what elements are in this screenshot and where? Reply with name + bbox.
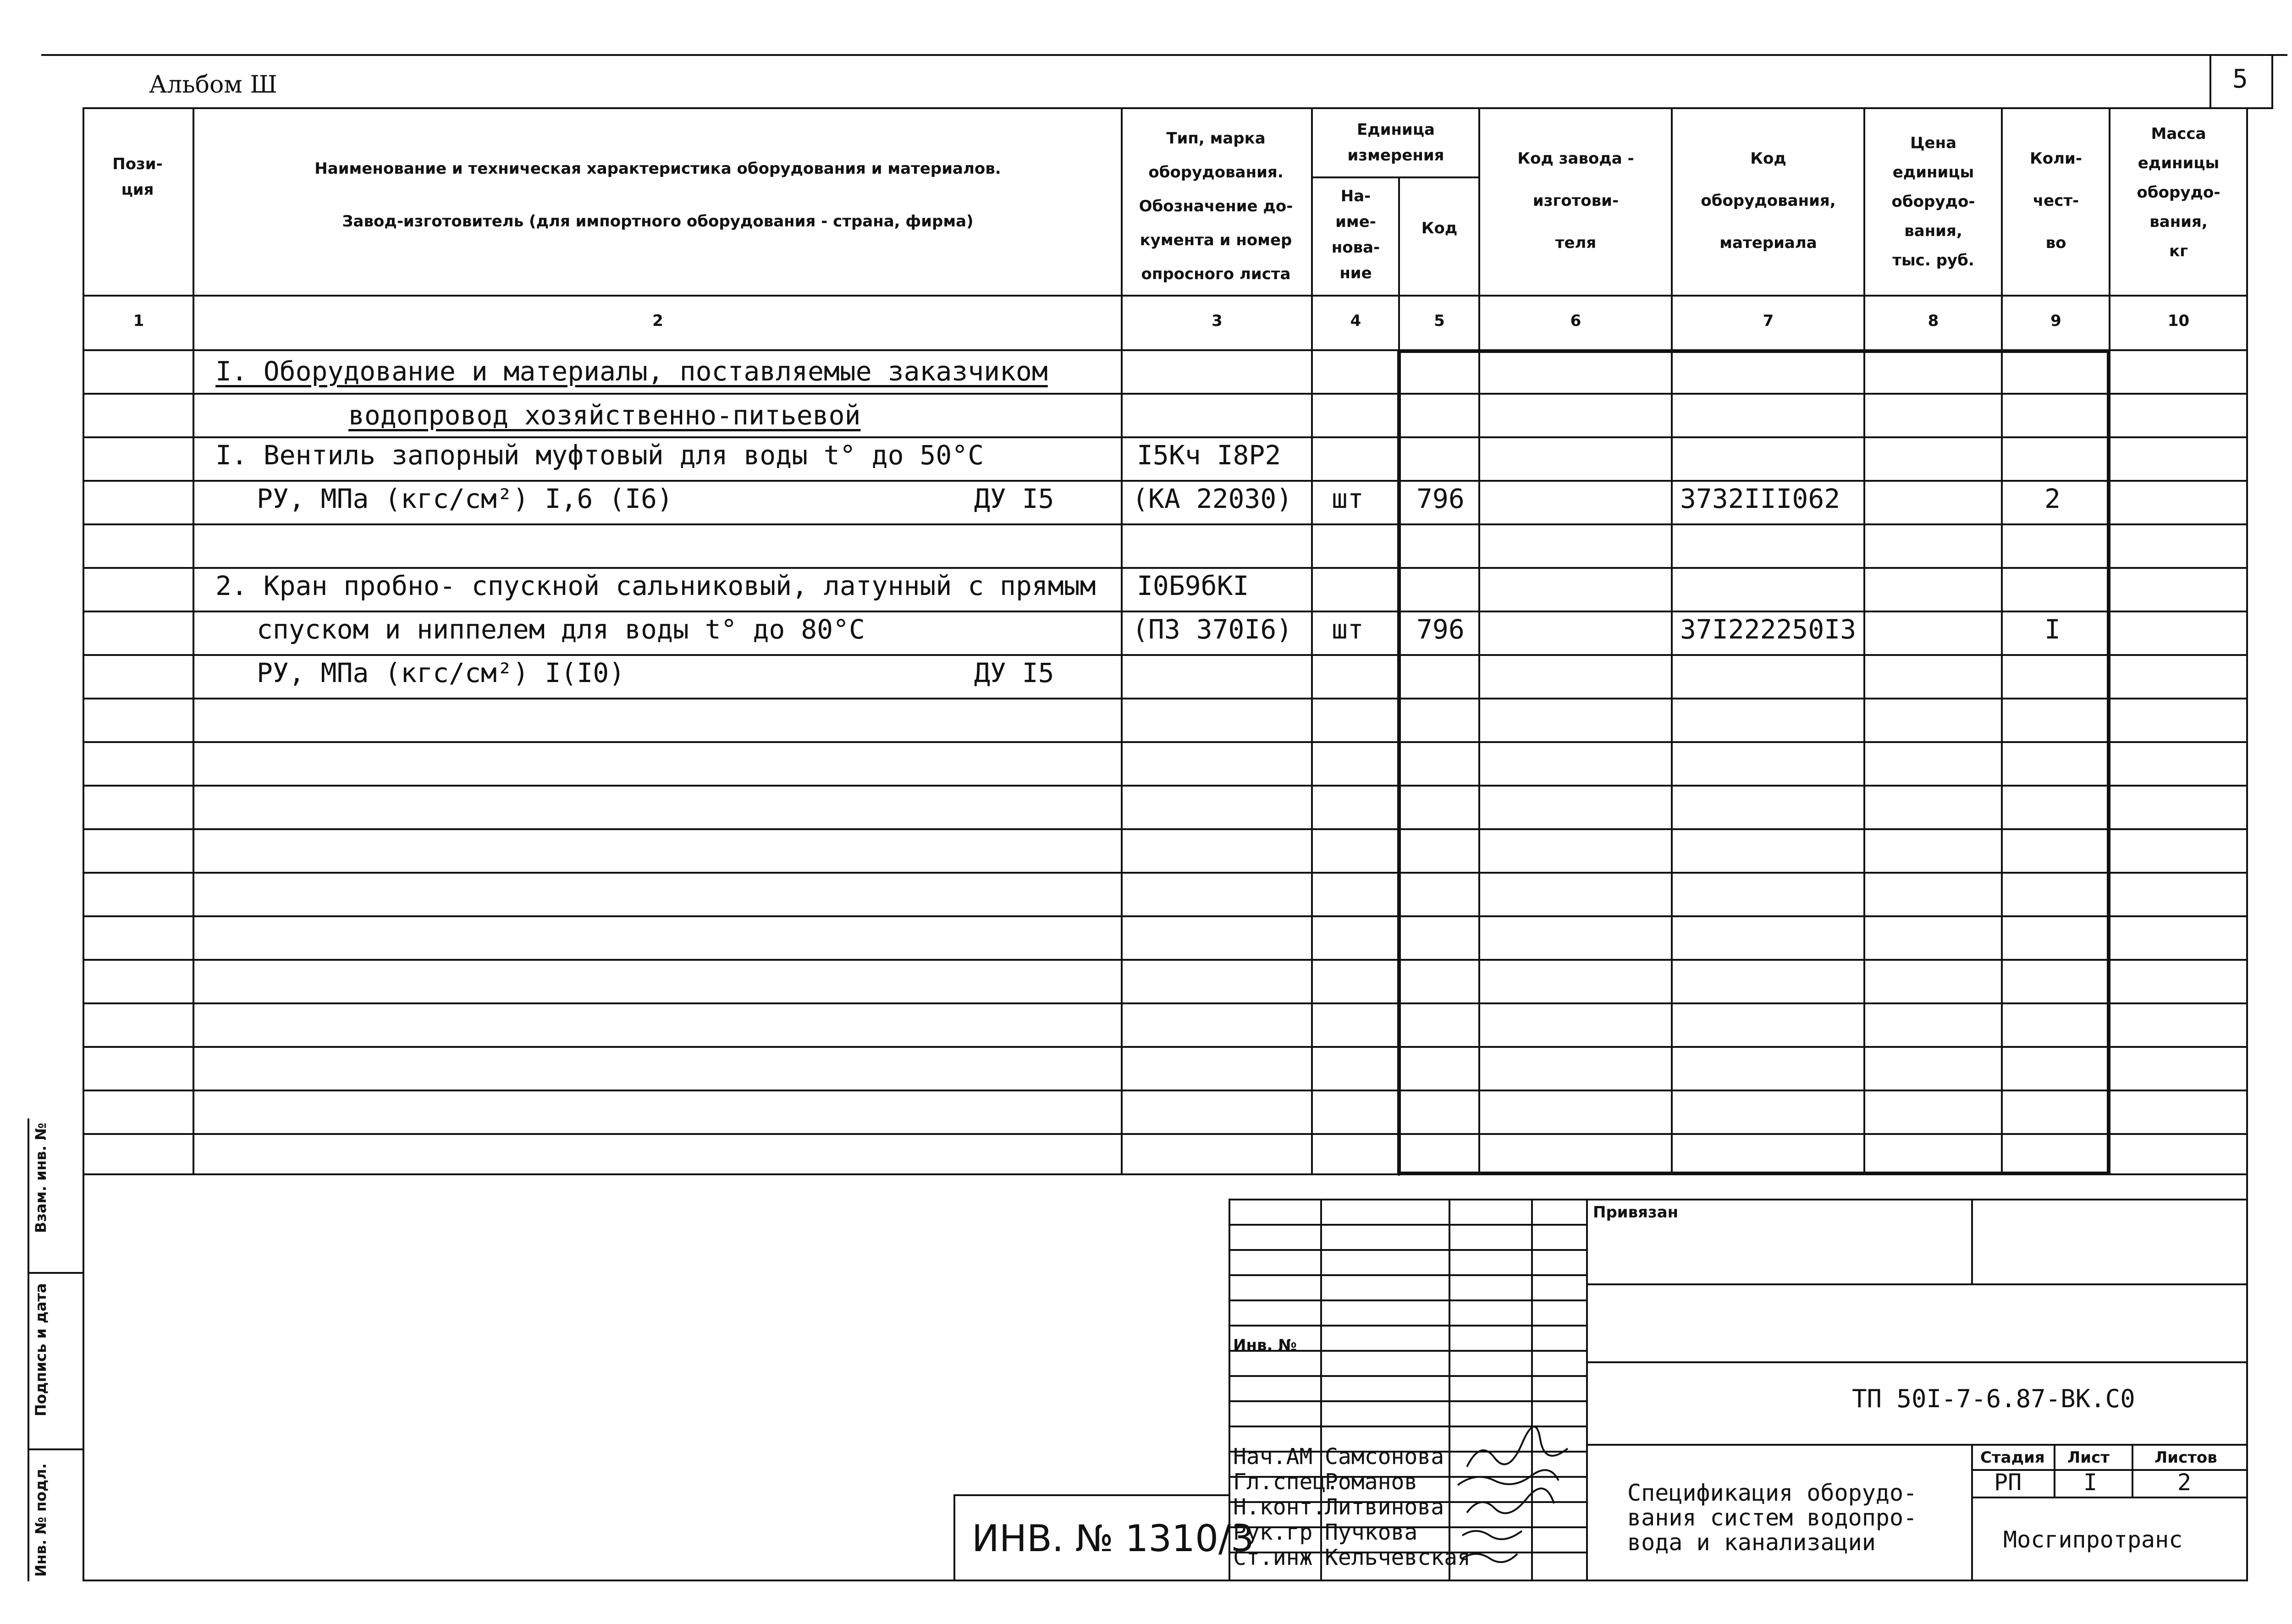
stamp-inv-no: Инв. № — [1233, 1336, 1297, 1354]
item2-name-line2: спуском и ниппелем для воды t° до 80°С — [257, 614, 865, 645]
col-header-2-line1: Наименование и техническая характеристика оборудования и материалов. — [314, 160, 1001, 178]
table-row-line — [83, 698, 2246, 699]
item1-type: I5Кч I8Р2 — [1137, 440, 1281, 471]
item2-quantity: I — [2044, 614, 2061, 645]
table-row-line — [83, 1002, 2246, 1004]
side-label-a: Взам. инв. № — [32, 1123, 50, 1233]
col-header-9: Коли- чест- во — [2030, 149, 2082, 252]
side-strip-right — [83, 1173, 84, 1581]
stamp-stage-hline-2 — [1971, 1497, 2246, 1498]
item1-equipment-code: 3732III062 — [1680, 483, 1840, 514]
table-top — [83, 107, 2209, 109]
stamp-sheet: I — [2083, 1469, 2098, 1496]
item1-doc: (КА 22030) — [1132, 483, 1293, 514]
col-line-1 — [193, 107, 194, 1175]
table-bottom — [83, 1173, 2246, 1175]
side-strip-left — [28, 1118, 29, 1581]
page-box-right — [2271, 54, 2273, 109]
stamp-role-4: Рук.гр — [1233, 1519, 1313, 1545]
side-divider-2 — [28, 1448, 83, 1450]
col-number-10: 10 — [2167, 312, 2190, 330]
stamp-row-line — [1229, 1274, 1586, 1276]
item1-unit: шт — [1332, 483, 1364, 514]
stamp-stage: РП — [1994, 1469, 2022, 1496]
table-row-line — [83, 1046, 2246, 1048]
col-line-3 — [1311, 107, 1313, 1175]
stamp-role-2: Гл.спец. — [1233, 1469, 1339, 1495]
stamp-name-2: Романов — [1325, 1469, 1418, 1495]
stamp-name-1: Самсонова — [1325, 1444, 1444, 1470]
inventory-stamp: ИНВ. № 1310/3 — [972, 1517, 1254, 1560]
table-row-line — [83, 828, 2246, 830]
stamp-organization: Мосгипротранс — [2003, 1526, 2183, 1553]
header-bottom — [83, 295, 2246, 297]
col-header-4-top: Единица измерения — [1347, 121, 1444, 165]
stamp-privyazan: Привязан — [1593, 1203, 1679, 1222]
stamp-row-line — [1229, 1224, 1586, 1226]
col-line-2 — [1121, 107, 1123, 1175]
stamp-row-line — [1229, 1400, 1586, 1402]
col-number-2: 2 — [652, 312, 663, 330]
inv-box-top — [953, 1494, 1229, 1496]
col-number-9: 9 — [2050, 312, 2061, 330]
stamp-hline-3 — [1586, 1444, 2246, 1446]
stamp-hline-2 — [1586, 1361, 2246, 1363]
stamp-sheet-label: Лист — [2067, 1448, 2110, 1467]
stamp-stage-vline-1 — [2054, 1444, 2055, 1497]
inv-box-left — [953, 1494, 955, 1581]
item1-name-line1: I. Вентиль запорный муфтовый для воды t° до 50°С — [215, 440, 984, 471]
stamp-code: ТП 50I-7-6.87-ВК.С0 — [1852, 1384, 2135, 1413]
col-number-3: 3 — [1212, 312, 1223, 330]
col-header-1: Пози- ция — [112, 155, 163, 199]
page-bottom — [83, 1580, 2246, 1581]
col-number-6: 6 — [1570, 312, 1581, 330]
stamp-row-line — [1229, 1299, 1586, 1301]
side-label-c: Инв. № подл. — [32, 1463, 50, 1577]
col-header-4: На- име- нова- ние — [1331, 187, 1380, 282]
item2-du: ДУ I5 — [974, 657, 1054, 688]
stamp-description: Спецификация оборудо- вания систем водопро- вода и канализации — [1627, 1480, 1917, 1556]
col-line-6 — [1671, 107, 1673, 1175]
stamp-row-line — [1229, 1249, 1586, 1251]
stamp-stage-label: Стадия — [1980, 1448, 2045, 1467]
col-number-4: 4 — [1350, 312, 1361, 330]
bold-frame-left — [1397, 349, 1401, 1175]
stamp-col-2 — [1449, 1199, 1450, 1581]
col-number-1: 1 — [133, 312, 144, 330]
page-number: 5 — [2232, 64, 2248, 94]
col-header-10: Масса единицы оборудо- вания, кг — [2137, 125, 2220, 260]
bold-frame-right — [2107, 349, 2110, 1175]
table-right — [2246, 107, 2248, 1175]
section-subtitle: водопровод хозяйственно-питьевой — [348, 400, 861, 431]
stamp-role-1: Нач.АМ — [1233, 1444, 1313, 1470]
section-title: I. Оборудование и материалы, поставляемые заказчиком — [215, 356, 1048, 387]
stamp-col-3 — [1531, 1199, 1533, 1581]
table-row-line — [83, 1133, 2246, 1135]
stamp-role-3: Н.конт. — [1233, 1494, 1326, 1520]
col-header-3: Тип, марка оборудования. Обозначение до- кумента и номер опросного листа — [1139, 129, 1293, 283]
stamp-row-line — [1229, 1426, 1586, 1427]
top-rule — [41, 54, 2287, 56]
side-divider-1 — [28, 1272, 83, 1274]
stamp-privyazan-divider — [1971, 1199, 1973, 1283]
item1-name-line2: РУ, МПа (кгс/см²) I,6 (I6) — [257, 483, 673, 514]
stamp-right — [2246, 1173, 2248, 1581]
col-number-8: 8 — [1928, 312, 1939, 330]
stamp-hline-1 — [1586, 1283, 2246, 1285]
stamp-top — [1229, 1199, 2246, 1200]
col-header-6: Код завода - изготови- теля — [1517, 149, 1634, 252]
stamp-desc-divider — [1971, 1444, 1973, 1581]
stamp-name-3: Литвинова — [1325, 1494, 1444, 1520]
unit-divider — [1311, 176, 1478, 178]
stamp-sheets: 2 — [2177, 1469, 2192, 1496]
item2-doc: (ПЗ 370I6) — [1132, 614, 1293, 645]
col-header-7: Код оборудования, материала — [1701, 149, 1836, 252]
col-header-8: Цена единицы оборудо- вания, тыс. руб. — [1891, 134, 1975, 270]
item2-unit-code: 796 — [1416, 614, 1465, 645]
stamp-col-1 — [1320, 1199, 1322, 1581]
col-number-7: 7 — [1763, 312, 1774, 330]
col-line-5 — [1478, 107, 1480, 1175]
table-row-line — [83, 1090, 2246, 1091]
item2-name-line3: РУ, МПа (кгс/см²) I(I0) — [257, 657, 625, 688]
table-row-line — [83, 959, 2246, 961]
item1-unit-code: 796 — [1416, 483, 1465, 514]
col-line-7 — [1863, 107, 1865, 1175]
table-left — [83, 107, 84, 1175]
table-row-line — [83, 523, 2246, 525]
stamp-row-line — [1229, 1375, 1586, 1377]
item2-unit: шт — [1332, 614, 1364, 645]
page-box-left — [2209, 54, 2211, 109]
stamp-stage-vline-2 — [2132, 1444, 2133, 1497]
stamp-name-5: Кельчевская — [1325, 1545, 1471, 1570]
album-label: Альбом Ш — [149, 71, 277, 99]
page-box-bottom — [2209, 107, 2273, 109]
item2-type: I0Б9бКI — [1137, 570, 1249, 601]
stamp-col-4 — [1586, 1199, 1588, 1581]
col-header-2-line2: Завод-изготовитель (для импортного оборудования - страна, фирма) — [342, 212, 974, 231]
stamp-name-4: Пучкова — [1325, 1519, 1418, 1545]
item1-quantity: 2 — [2044, 483, 2061, 514]
table-row-line — [83, 872, 2246, 874]
item2-equipment-code: 37I222250I3 — [1680, 614, 1857, 645]
table-row-line — [83, 741, 2246, 743]
col-header-5: Код — [1421, 219, 1458, 237]
table-row-line — [83, 915, 2246, 917]
item1-du: ДУ I5 — [974, 483, 1054, 514]
table-row-line — [83, 785, 2246, 787]
side-label-b: Подпись и дата — [32, 1283, 50, 1416]
col-number-5: 5 — [1434, 312, 1445, 330]
stamp-role-5: Ст.инж — [1233, 1545, 1313, 1570]
col-line-8 — [2001, 107, 2003, 1175]
item2-name-line1: 2. Кран пробно- спускной сальниковый, латунный с прямым — [215, 570, 1096, 601]
stamp-sheets-label: Листов — [2154, 1448, 2217, 1467]
stamp-row-line — [1229, 1325, 1586, 1327]
